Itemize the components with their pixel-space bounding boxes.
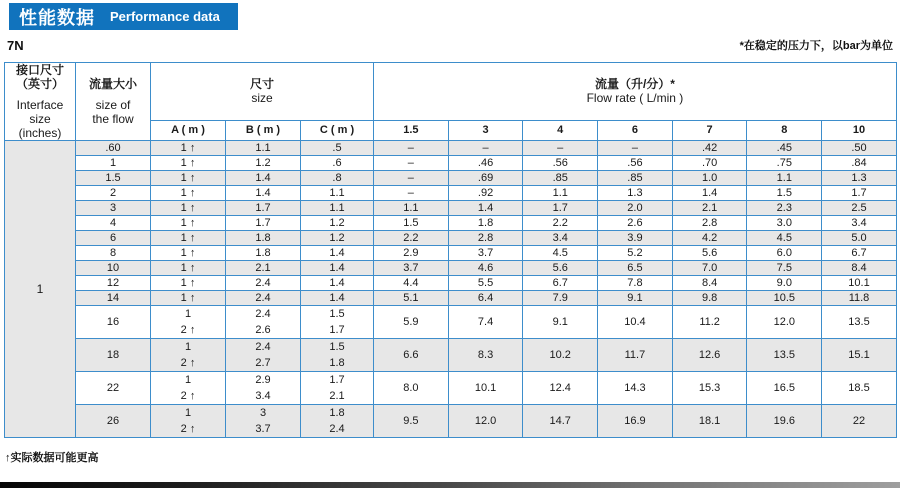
flow-rate-cell: 1.4 [672, 186, 747, 201]
flow-rate-cell: 5.6 [672, 246, 747, 261]
pressure-unit-note: *在稳定的压力下，以bar为单位 [739, 40, 893, 52]
dimension-c-cell: 1.7 2.1 [301, 372, 374, 405]
flow-size-cell: 1.5 [76, 171, 151, 186]
flow-rate-cell: .45 [747, 141, 822, 156]
performance-data-table [4, 62, 897, 438]
flow-rate-cell: 7.0 [672, 261, 747, 276]
dimension-b-cell: 1.8 [226, 231, 301, 246]
flow-rate-cell: – [374, 156, 449, 171]
table-row [5, 339, 897, 372]
flow-rate-cell: 2.2 [523, 216, 598, 231]
flow-rate-cell: 5.9 [374, 306, 449, 339]
flow-rate-cell: 10.2 [523, 339, 598, 372]
dimension-c-cell: .6 [301, 156, 374, 171]
dimension-b-cell: 2.4 2.7 [226, 339, 301, 372]
table-row [5, 216, 897, 231]
flow-rate-cell: 10.1 [822, 276, 897, 291]
model-label: 7N [7, 38, 24, 53]
flow-rate-cell: 2.3 [747, 201, 822, 216]
flow-size-header-en-line2: the flow [92, 112, 134, 126]
flow-rate-cell: 1.0 [672, 171, 747, 186]
flow-rate-cell: 2.1 [672, 201, 747, 216]
flow-rate-cell: 3.0 [747, 216, 822, 231]
flow-rate-cell: 16.5 [747, 372, 822, 405]
flow-rate-cell: 3.4 [822, 216, 897, 231]
dimension-a-cell: 1 ↑ [151, 156, 226, 171]
flow-size-cell: 22 [76, 372, 151, 405]
dimension-c-cell: 1.5 1.8 [301, 339, 374, 372]
dimension-c-cell: 1.4 [301, 276, 374, 291]
dimension-a-cell: 1 2 ↑ [151, 372, 226, 405]
dimension-c-cell: 1.5 1.7 [301, 306, 374, 339]
flow-rate-cell: 8.0 [374, 372, 449, 405]
section-title-zh: 性能数据 [19, 7, 95, 28]
flow-rate-cell: 5.1 [374, 291, 449, 306]
dimension-c-cell: .8 [301, 171, 374, 186]
dimension-b-cell: 2.9 3.4 [226, 372, 301, 405]
flow-rate-cell: 8.3 [448, 339, 523, 372]
table-row [5, 291, 897, 306]
dimension-c-cell: 1.1 [301, 201, 374, 216]
flow-rate-cell: 2.5 [822, 201, 897, 216]
flow-rate-cell: 16.9 [598, 405, 673, 438]
col-header-dimension: C ( m ) [301, 120, 374, 140]
flow-size-header-en-line1: size of [95, 98, 131, 112]
dimension-c-cell: 1.2 [301, 231, 374, 246]
dimension-c-cell: .5 [301, 141, 374, 156]
flow-rate-cell: .50 [822, 141, 897, 156]
flow-size-cell: 4 [76, 216, 151, 231]
flow-rate-cell: 1.8 [448, 216, 523, 231]
flow-rate-cell: 6.0 [747, 246, 822, 261]
flow-rate-cell: 1.5 [374, 216, 449, 231]
flow-rate-cell: 9.5 [374, 405, 449, 438]
interface-header-en-line1: Interface size [16, 98, 64, 126]
dimension-c-cell: 1.4 [301, 291, 374, 306]
table-row [5, 171, 897, 186]
size-group-header-en: size [251, 91, 273, 106]
flow-rate-cell: 9.1 [523, 306, 598, 339]
dimension-b-cell: 1.2 [226, 156, 301, 171]
flow-rate-cell: 1.1 [374, 201, 449, 216]
size-group-header-zh: 尺寸 [250, 77, 275, 92]
flow-rate-cell: 19.6 [747, 405, 822, 438]
flow-size-cell: 18 [76, 339, 151, 372]
dimension-a-cell: 1 2 ↑ [151, 405, 226, 438]
flow-rate-cell: 3.7 [374, 261, 449, 276]
flow-rate-cell: 6.7 [523, 276, 598, 291]
flow-rate-cell: 14.3 [598, 372, 673, 405]
flow-rate-cell: 7.9 [523, 291, 598, 306]
table-row [5, 405, 897, 438]
flow-rate-cell: 15.1 [822, 339, 897, 372]
interface-header-zh-line2: （英寸） [15, 77, 64, 91]
flow-rate-cell: 11.2 [672, 306, 747, 339]
col-header-rate-pressure: 4 [523, 120, 598, 140]
flow-size-cell: 1 [76, 156, 151, 171]
table-row [5, 201, 897, 216]
flow-rate-cell: 22 [822, 405, 897, 438]
flow-rate-cell: .69 [448, 171, 523, 186]
flow-rate-cell: 12.0 [747, 306, 822, 339]
section-title-en: Performance data [110, 9, 220, 24]
col-header-interface-size [5, 63, 76, 141]
dimension-c-cell: 1.2 [301, 216, 374, 231]
bottom-gradient-bar [0, 482, 900, 488]
flow-rate-cell: 9.8 [672, 291, 747, 306]
col-header-rate-pressure: 1.5 [374, 120, 449, 140]
flow-size-cell: 26 [76, 405, 151, 438]
flow-rate-cell: 13.5 [747, 339, 822, 372]
dimension-a-cell: 1 ↑ [151, 231, 226, 246]
flow-rate-cell: 10.5 [747, 291, 822, 306]
flow-size-cell: 8 [76, 246, 151, 261]
interface-header-zh-line1: 接口尺寸 [15, 63, 64, 77]
col-header-rate-pressure: 10 [822, 120, 897, 140]
flow-rate-cell: – [374, 186, 449, 201]
flow-size-header-zh: 流量大小 [88, 77, 137, 91]
table-row [5, 372, 897, 405]
table-row [5, 156, 897, 171]
flow-size-cell: 3 [76, 201, 151, 216]
flow-rate-cell: 2.8 [672, 216, 747, 231]
dimension-a-cell: 1 ↑ [151, 261, 226, 276]
flow-rate-cell: .75 [747, 156, 822, 171]
flow-size-cell: 10 [76, 261, 151, 276]
flow-size-cell: 12 [76, 276, 151, 291]
dimension-a-cell: 1 2 ↑ [151, 306, 226, 339]
dimension-b-cell: 1.4 [226, 171, 301, 186]
flow-rate-cell: 15.3 [672, 372, 747, 405]
flow-rate-cell: 2.2 [374, 231, 449, 246]
flow-rate-cell: 3.7 [448, 246, 523, 261]
dimension-a-cell: 1 ↑ [151, 216, 226, 231]
flow-rate-cell: .84 [822, 156, 897, 171]
flow-rate-cell: 13.5 [822, 306, 897, 339]
dimension-b-cell: 2.1 [226, 261, 301, 276]
flow-rate-cell: 5.2 [598, 246, 673, 261]
flow-rate-cell: 18.5 [822, 372, 897, 405]
flow-rate-cell: 12.4 [523, 372, 598, 405]
dimension-a-cell: 1 2 ↑ [151, 339, 226, 372]
interface-header-en-line2: (inches) [18, 126, 62, 140]
flow-rate-cell: .85 [598, 171, 673, 186]
flow-rate-cell: 5.5 [448, 276, 523, 291]
flow-rate-cell: 7.5 [747, 261, 822, 276]
flow-rate-cell: 1.3 [598, 186, 673, 201]
flow-rate-cell: 1.5 [747, 186, 822, 201]
col-header-rate-pressure: 3 [448, 120, 523, 140]
flow-rate-cell: 1.7 [523, 201, 598, 216]
flow-rate-cell: 18.1 [672, 405, 747, 438]
col-header-size-group [151, 63, 374, 121]
flow-rate-cell: – [598, 141, 673, 156]
dimension-b-cell: 1.1 [226, 141, 301, 156]
flow-rate-cell: .56 [598, 156, 673, 171]
flow-rate-cell: 8.4 [822, 261, 897, 276]
flow-rate-cell: 1.1 [523, 186, 598, 201]
dimension-a-cell: 1 ↑ [151, 171, 226, 186]
flow-rate-cell: 1.7 [822, 186, 897, 201]
flow-rate-cell: .92 [448, 186, 523, 201]
flow-rate-cell: 6.4 [448, 291, 523, 306]
flow-rate-cell: 4.6 [448, 261, 523, 276]
dimension-a-cell: 1 ↑ [151, 201, 226, 216]
flow-rate-cell: .56 [523, 156, 598, 171]
dimension-c-cell: 1.1 [301, 186, 374, 201]
flow-rate-cell: 11.8 [822, 291, 897, 306]
table-row [5, 231, 897, 246]
flow-rate-cell: – [374, 171, 449, 186]
meta-row [7, 37, 893, 53]
flow-rate-group-header-en: Flow rate ( L/min ) [586, 91, 684, 106]
col-header-dimension: A ( m ) [151, 120, 226, 140]
dimension-b-cell: 2.4 2.6 [226, 306, 301, 339]
dimension-a-cell: 1 ↑ [151, 186, 226, 201]
table-header-row-1 [5, 63, 897, 121]
flow-rate-cell: 4.2 [672, 231, 747, 246]
flow-size-cell: .60 [76, 141, 151, 156]
dimension-a-cell: 1 ↑ [151, 276, 226, 291]
table-row [5, 261, 897, 276]
flow-rate-cell: 9.1 [598, 291, 673, 306]
flow-rate-cell: 4.4 [374, 276, 449, 291]
col-header-rate-pressure: 6 [598, 120, 673, 140]
table-row [5, 186, 897, 201]
flow-rate-cell: 3.4 [523, 231, 598, 246]
flow-rate-cell: 10.4 [598, 306, 673, 339]
dimension-a-cell: 1 ↑ [151, 291, 226, 306]
dimension-c-cell: 1.8 2.4 [301, 405, 374, 438]
footnote-higher-data: ↑实际数据可能更高 [5, 452, 99, 464]
flow-rate-cell: – [523, 141, 598, 156]
dimension-c-cell: 1.4 [301, 261, 374, 276]
dimension-a-cell: 1 ↑ [151, 246, 226, 261]
flow-rate-cell: .70 [672, 156, 747, 171]
flow-rate-cell: 10.1 [448, 372, 523, 405]
flow-rate-cell: 2.6 [598, 216, 673, 231]
flow-rate-cell: 14.7 [523, 405, 598, 438]
flow-rate-cell: 3.9 [598, 231, 673, 246]
col-header-rate-pressure: 8 [747, 120, 822, 140]
table-row [5, 276, 897, 291]
interface-size-cell: 1 [5, 141, 76, 438]
flow-rate-cell: 7.8 [598, 276, 673, 291]
flow-rate-cell: 2.8 [448, 231, 523, 246]
flow-rate-cell: 1.1 [747, 171, 822, 186]
flow-rate-cell: .46 [448, 156, 523, 171]
flow-rate-cell: 5.0 [822, 231, 897, 246]
flow-rate-cell: – [448, 141, 523, 156]
dimension-b-cell: 1.4 [226, 186, 301, 201]
flow-rate-cell: 12.0 [448, 405, 523, 438]
flow-rate-cell: 12.6 [672, 339, 747, 372]
col-header-flow-rate-group [374, 63, 897, 121]
flow-rate-cell: 9.0 [747, 276, 822, 291]
flow-rate-cell: 6.5 [598, 261, 673, 276]
flow-rate-group-header-zh: 流量（升/分）* [594, 77, 675, 92]
flow-rate-cell: 2.9 [374, 246, 449, 261]
flow-rate-cell: 1.3 [822, 171, 897, 186]
flow-rate-cell: 7.4 [448, 306, 523, 339]
col-header-flow-size [76, 63, 151, 141]
dimension-c-cell: 1.4 [301, 246, 374, 261]
flow-rate-cell: 6.7 [822, 246, 897, 261]
flow-rate-cell: – [374, 141, 449, 156]
flow-rate-cell: 4.5 [523, 246, 598, 261]
flow-rate-cell: 11.7 [598, 339, 673, 372]
flow-rate-cell: .42 [672, 141, 747, 156]
flow-rate-cell: 1.4 [448, 201, 523, 216]
flow-size-cell: 2 [76, 186, 151, 201]
col-header-rate-pressure: 7 [672, 120, 747, 140]
dimension-b-cell: 1.8 [226, 246, 301, 261]
dimension-b-cell: 2.4 [226, 276, 301, 291]
flow-rate-cell: 5.6 [523, 261, 598, 276]
flow-rate-cell: 8.4 [672, 276, 747, 291]
flow-rate-cell: 4.5 [747, 231, 822, 246]
dimension-b-cell: 2.4 [226, 291, 301, 306]
table-row [5, 141, 897, 156]
flow-rate-cell: 6.6 [374, 339, 449, 372]
section-title-bar [9, 3, 238, 30]
dimension-a-cell: 1 ↑ [151, 141, 226, 156]
flow-rate-cell: 2.0 [598, 201, 673, 216]
flow-size-cell: 16 [76, 306, 151, 339]
dimension-b-cell: 1.7 [226, 201, 301, 216]
flow-rate-cell: .85 [523, 171, 598, 186]
flow-size-cell: 14 [76, 291, 151, 306]
flow-size-cell: 6 [76, 231, 151, 246]
dimension-b-cell: 3 3.7 [226, 405, 301, 438]
table-row [5, 306, 897, 339]
col-header-dimension: B ( m ) [226, 120, 301, 140]
dimension-b-cell: 1.7 [226, 216, 301, 231]
table-row [5, 246, 897, 261]
